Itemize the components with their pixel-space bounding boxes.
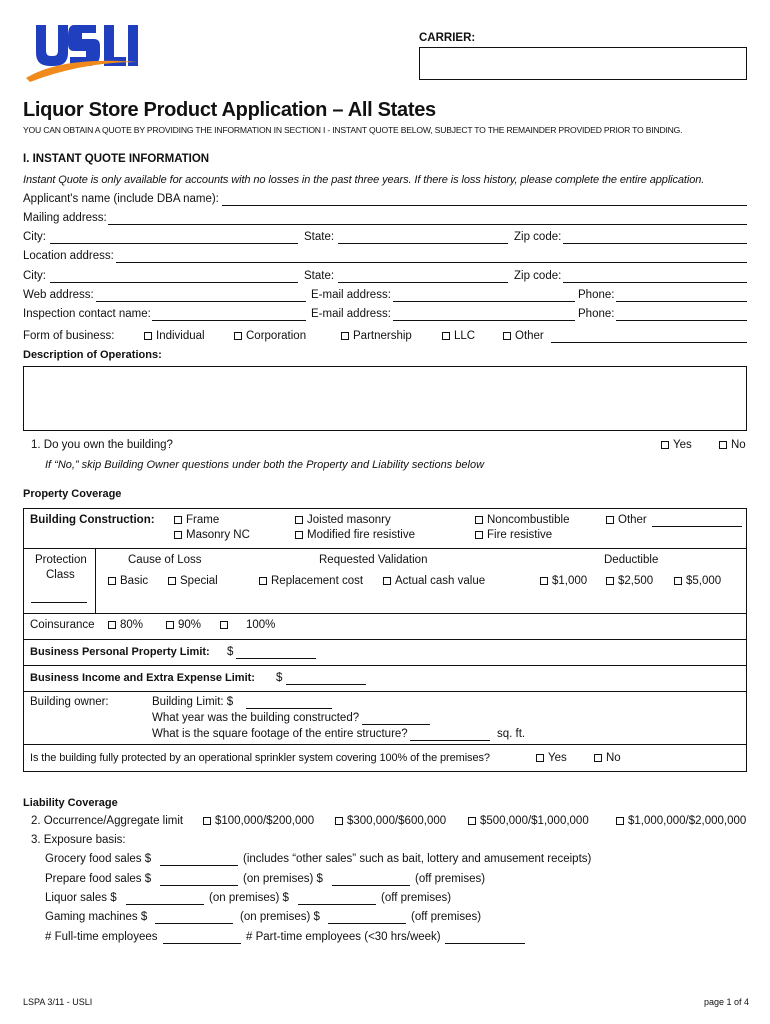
parttime-field[interactable] (445, 943, 525, 944)
bpp-limit-label: Business Personal Property Limit: (30, 646, 210, 658)
checkbox-icon (468, 817, 476, 825)
gaming-off-premises: (off premises) (411, 911, 482, 923)
zip-label: Zip code: (514, 231, 562, 243)
sprinkler-question: Is the building fully protected by an operational sprinkler system covering 100% of the premises? (30, 752, 490, 764)
checkbox-modified-fire-resistive[interactable] (295, 529, 415, 541)
applicant-name-label: Applicant's name (include DBA name): (23, 193, 219, 205)
bi-limit-field[interactable] (286, 684, 366, 685)
checkbox-icon (383, 577, 391, 585)
instant-quote-note: Instant Quote is only available for accounts with no losses in the past three years. If there is loss history, please complete the entire application. (23, 174, 705, 186)
checkbox-deductible-5000[interactable] (674, 575, 721, 587)
liquor-off-premises: (off premises) (381, 892, 452, 904)
checkbox-icon (295, 531, 303, 539)
cause-of-loss-label: Cause of Loss (128, 554, 202, 566)
checkbox-label: No (731, 439, 746, 451)
web-address-label: Web address: (23, 289, 94, 301)
fulltime-label: # Full-time employees (45, 931, 158, 943)
sq-footage-field[interactable] (410, 740, 490, 741)
checkbox-special[interactable] (168, 575, 218, 587)
checkbox-fire-resistive[interactable] (475, 529, 552, 541)
grocery-label: Grocery food sales $ (45, 853, 152, 865)
checkbox-limit-100k[interactable] (203, 815, 314, 827)
checkbox-label: 100% (246, 619, 276, 631)
checkbox-label: Frame (186, 514, 220, 526)
bi-dollar: $ (276, 672, 283, 684)
checkbox-label: Partnership (353, 330, 412, 342)
checkbox-icon (174, 531, 182, 539)
gaming-label: Gaming machines $ (45, 911, 148, 923)
checkbox-icon (335, 817, 343, 825)
checkbox-icon (442, 332, 450, 340)
sprinkler-yes[interactable] (536, 752, 567, 764)
inspection-contact-field[interactable] (152, 320, 306, 321)
city-field-2[interactable] (50, 282, 298, 283)
checkbox-label: Modified fire resistive (307, 529, 416, 541)
checkbox-icon (606, 577, 614, 585)
checkbox-label: Replacement cost (271, 575, 364, 587)
deductible-label: Deductible (604, 554, 659, 566)
liquor-off-field[interactable] (298, 904, 376, 905)
checkbox-label: Individual (156, 330, 205, 342)
checkbox-frame[interactable] (174, 514, 219, 526)
checkbox-label: $5,000 (686, 575, 722, 587)
checkbox-icon (341, 332, 349, 340)
checkbox-label: Other (618, 514, 647, 526)
grocery-note: (includes “other sales” such as bait, lottery and amusement receipts) (243, 853, 592, 865)
email-label: E-mail address: (311, 289, 391, 301)
protection-class-label: Protection (35, 554, 87, 566)
page-title: Liquor Store Product Application – All States (23, 99, 436, 121)
state-label: State: (304, 231, 335, 243)
checkbox-label: Masonry NC (186, 529, 250, 541)
phone-field-2[interactable] (616, 320, 747, 321)
description-textarea[interactable] (23, 366, 747, 431)
bpp-dollar: $ (227, 646, 234, 658)
checkbox-label: Yes (548, 752, 567, 764)
gaming-field[interactable] (155, 923, 233, 924)
checkbox-partnership[interactable] (341, 330, 412, 342)
phone-label: Phone: (578, 289, 615, 301)
city-field[interactable] (50, 243, 298, 244)
state-field-2[interactable] (338, 282, 508, 283)
checkbox-masonry-nc[interactable] (174, 529, 250, 541)
other-construction-field[interactable] (652, 526, 742, 527)
checkbox-icon (616, 817, 624, 825)
prepare-off-premises: (off premises) (415, 873, 486, 885)
checkbox-other-construction[interactable] (606, 514, 647, 526)
building-limit-field[interactable] (246, 708, 332, 709)
requested-validation-label: Requested Validation (319, 554, 428, 566)
section-heading: I. INSTANT QUOTE INFORMATION (23, 153, 210, 165)
usli-logo (22, 20, 140, 82)
checkbox-deductible-1000[interactable] (540, 575, 587, 587)
checkbox-label: Corporation (246, 330, 307, 342)
checkbox-icon (234, 332, 242, 340)
email-field-2[interactable] (393, 320, 575, 321)
checkbox-individual[interactable] (144, 330, 205, 342)
coinsurance-label: Coinsurance (30, 619, 95, 631)
checkbox-icon (220, 621, 228, 629)
checkbox-other[interactable] (503, 330, 544, 342)
checkbox-label: 80% (120, 619, 144, 631)
page-subtitle: YOU CAN OBTAIN A QUOTE BY PROVIDING THE INFORMATION IN SECTION I - INSTANT QUOTE BELOW, SUBJECT TO THE REMAINDER PROVIDED PRIOR TO BINDING. (23, 125, 683, 135)
mailing-address-label: Mailing address: (23, 212, 107, 224)
building-owner-label: Building owner: (30, 696, 109, 708)
checkbox-label: Special (180, 575, 218, 587)
checkbox-replacement-cost[interactable] (259, 575, 363, 587)
checkbox-joisted-masonry[interactable] (295, 514, 391, 526)
protection-class-field[interactable] (31, 602, 87, 603)
form-of-business-label: Form of business: (23, 330, 115, 342)
year-built-field[interactable] (362, 724, 430, 725)
bpp-limit-field[interactable] (236, 658, 316, 659)
grocery-field[interactable] (160, 865, 238, 866)
q3-text: 3. Exposure basis: (31, 834, 126, 846)
checkbox-label: LLC (454, 330, 476, 342)
checkbox-icon (540, 577, 548, 585)
parttime-label: # Part-time employees (<30 hrs/week) (246, 931, 441, 943)
checkbox-label: 90% (178, 619, 202, 631)
protection-class-label-2: Class (46, 569, 75, 581)
checkbox-icon (108, 577, 116, 585)
liquor-label: Liquor sales $ (45, 892, 117, 904)
checkbox-label: No (606, 752, 621, 764)
checkbox-corporation[interactable] (234, 330, 306, 342)
location-address-label: Location address: (23, 250, 114, 262)
city-label: City: (23, 231, 46, 243)
phone-field[interactable] (616, 301, 747, 302)
checkbox-label: Yes (673, 439, 692, 451)
location-address-field[interactable] (116, 262, 747, 263)
checkbox-label: $100,000/$200,000 (215, 815, 315, 827)
checkbox-llc[interactable] (442, 330, 475, 342)
web-address-field[interactable] (96, 301, 306, 302)
zip-field-2[interactable] (563, 282, 747, 283)
checkbox-label: $1,000,000/$2,000,000 (628, 815, 747, 827)
checkbox-deductible-2500[interactable] (606, 575, 653, 587)
q2-text: 2. Occurrence/Aggregate limit (31, 815, 184, 827)
checkbox-noncombustible[interactable] (475, 514, 569, 526)
checkbox-icon (475, 531, 483, 539)
liquor-field[interactable] (126, 904, 204, 905)
checkbox-icon (259, 577, 267, 585)
gaming-off-field[interactable] (328, 923, 406, 924)
checkbox-label: $1,000 (552, 575, 588, 587)
checkbox-icon (108, 621, 116, 629)
checkbox-icon (475, 516, 483, 524)
checkbox-label: Basic (120, 575, 149, 587)
checkbox-label: Joisted masonry (307, 514, 391, 526)
building-construction-label: Building Construction: (30, 514, 155, 526)
checkbox-icon (719, 441, 727, 449)
checkbox-limit-300k[interactable] (335, 815, 446, 827)
checkbox-icon (295, 516, 303, 524)
checkbox-limit-500k[interactable] (468, 815, 589, 827)
checkbox-icon (674, 577, 682, 585)
checkbox-label: Noncombustible (487, 514, 570, 526)
description-label: Description of Operations: (23, 349, 162, 361)
q1-note: If “No,” skip Building Owner questions under both the Property and Liability sections below (45, 459, 485, 471)
carrier-label: CARRIER: (419, 32, 476, 44)
checkbox-icon (661, 441, 669, 449)
sq-ft-label: sq. ft. (497, 728, 526, 740)
applicant-name-field[interactable] (222, 205, 747, 206)
q1-yes[interactable] (661, 439, 692, 451)
q1-no[interactable] (719, 439, 746, 451)
zip-label-2: Zip code: (514, 270, 562, 282)
page-number: page 1 of 4 (704, 997, 750, 1007)
checkbox-icon (594, 754, 602, 762)
checkbox-label: $2,500 (618, 575, 654, 587)
q1-text: 1. Do you own the building? (31, 439, 173, 451)
checkbox-icon (144, 332, 152, 340)
checkbox-coins-90[interactable] (166, 619, 201, 631)
city-label-2: City: (23, 270, 46, 282)
state-field[interactable] (338, 243, 508, 244)
checkbox-icon (606, 516, 614, 524)
checkbox-icon (174, 516, 182, 524)
checkbox-icon (166, 621, 174, 629)
prepare-label: Prepare food sales $ (45, 873, 152, 885)
checkbox-label: $300,000/$600,000 (347, 815, 447, 827)
state-label-2: State: (304, 270, 335, 282)
checkbox-label: $500,000/$1,000,000 (480, 815, 589, 827)
checkbox-actual-cash-value[interactable] (383, 575, 485, 587)
checkbox-label: Fire resistive (487, 529, 553, 541)
checkbox-icon (536, 754, 544, 762)
fulltime-field[interactable] (163, 943, 241, 944)
year-built-label: What year was the building constructed? (152, 712, 360, 724)
form-id: LSPA 3/11 - USLI (23, 997, 93, 1007)
property-heading: Property Coverage (23, 488, 122, 500)
checkbox-basic[interactable] (108, 575, 148, 587)
mailing-address-field[interactable] (108, 224, 747, 225)
bi-limit-label: Business Income and Extra Expense Limit: (30, 672, 255, 684)
checkbox-label: Other (515, 330, 544, 342)
inspection-contact-label: Inspection contact name: (23, 308, 151, 320)
checkbox-label: Actual cash value (395, 575, 486, 587)
checkbox-coins-80[interactable] (108, 619, 143, 631)
building-limit-label: Building Limit: $ (152, 696, 234, 708)
prepare-on-premises: (on premises) $ (243, 873, 323, 885)
prepare-field[interactable] (160, 885, 238, 886)
email-label-2: E-mail address: (311, 308, 391, 320)
sprinkler-no[interactable] (594, 752, 621, 764)
carrier-input[interactable] (419, 47, 747, 80)
phone-label-2: Phone: (578, 308, 615, 320)
gaming-on-premises: (on premises) $ (240, 911, 320, 923)
prepare-off-field[interactable] (332, 885, 410, 886)
liability-heading: Liability Coverage (23, 797, 118, 809)
liquor-on-premises: (on premises) $ (209, 892, 289, 904)
checkbox-icon (168, 577, 176, 585)
checkbox-limit-1m[interactable] (616, 815, 746, 827)
checkbox-icon (203, 817, 211, 825)
email-field[interactable] (393, 301, 575, 302)
other-business-field[interactable] (551, 342, 747, 343)
checkbox-coins-100[interactable] (220, 619, 275, 631)
zip-field[interactable] (563, 243, 747, 244)
checkbox-icon (503, 332, 511, 340)
sq-footage-label: What is the square footage of the entire structure? (152, 728, 408, 740)
